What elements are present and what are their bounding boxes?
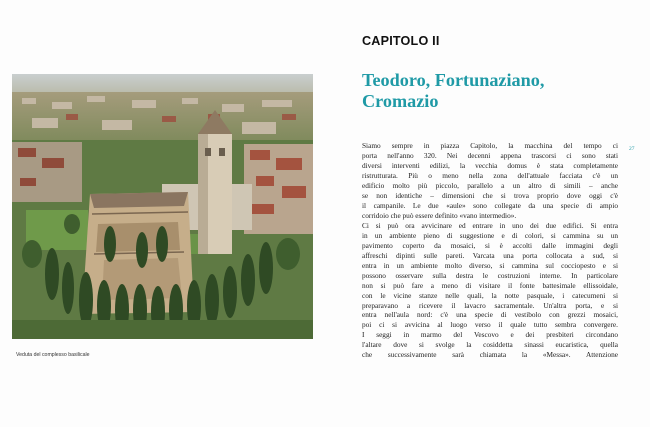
body-line: se non identiche – dimensioni che si trova proprio dove oggi c'è — [362, 190, 618, 200]
body-line: entra in un ambiente molto diverso, si cammina sul cocciopesto e si — [362, 260, 618, 270]
chapter-title — [362, 70, 612, 112]
chapter-label: CAPITOLO II — [362, 34, 440, 48]
body-line: corridoio che può essere definito «vano intermedio». — [362, 210, 517, 220]
body-text — [362, 141, 618, 360]
photo-illustration — [12, 74, 313, 339]
body-line: con le vicine stanze nelle quali, la notte pasquale, i catecumeni si — [362, 290, 618, 300]
body-line: poi ci si avvicina al luogo verso il quale tutto sembra convergere. — [362, 320, 618, 330]
body-line: diversi interventi edilizi, la vecchia domus è stata completamente — [362, 160, 618, 170]
body-line: possono osservare sulla destra le costruzioni interne. In particolare — [362, 270, 618, 280]
chapter-title-line: Cromazio — [362, 91, 439, 111]
body-line: edificio molto più piccolo, parallelo a un altro di simili – anche — [362, 180, 618, 190]
body-line: che successivamente sarà chiamata la «Messa». Attenzione — [362, 350, 618, 360]
chapter-title-line: Teodoro, Fortunaziano, — [362, 70, 545, 90]
body-line: pavimento coperto da mosaici, si è accolti dalle immagini degli — [362, 240, 618, 250]
body-line: in un ambiente pieno di suggestione e di colori, si cammina su un — [362, 230, 618, 240]
body-line: I seggi in marmo del Vescovo e dei presbiteri circondano — [362, 330, 618, 340]
body-line: entra nell'aula nord: c'è una specie di vestibolo con grezzi mosaici, — [362, 310, 618, 320]
body-line: non si può fare a meno di visitare il fonte battesimale ellissoidale, — [362, 280, 618, 290]
body-line: il campanile. Le due «aule» sono collegate da una specie di ampio — [362, 200, 618, 210]
body-line: ristrutturata. Più o meno nella zona dell'attuale facciata c'è un — [362, 170, 618, 180]
body-line: Ci si può ora avvicinare ed entrare in uno dei due edifici. Si entra — [362, 220, 618, 230]
body-line: porta nell'anno 320. Nei decenni appena trascorsi ci sono stati — [362, 150, 618, 160]
body-line: preparavano a ricevere il lavacro sacramentale. Un'altra porta, e si — [362, 300, 618, 310]
page-number: 27 — [629, 146, 635, 152]
photo-caption: Veduta del complesso basilicale — [16, 352, 90, 358]
aerial-photo-basilica — [12, 74, 313, 339]
body-line: Siamo sempre in piazza Capitolo, la macchina del tempo ci — [362, 141, 618, 150]
body-line: l'altare dove si svolge la cosiddetta sinassi eucaristica, quella — [362, 340, 618, 350]
body-line: affreschi dipinti sulle pareti. Varcata una porta collocata a sud, si — [362, 250, 618, 260]
